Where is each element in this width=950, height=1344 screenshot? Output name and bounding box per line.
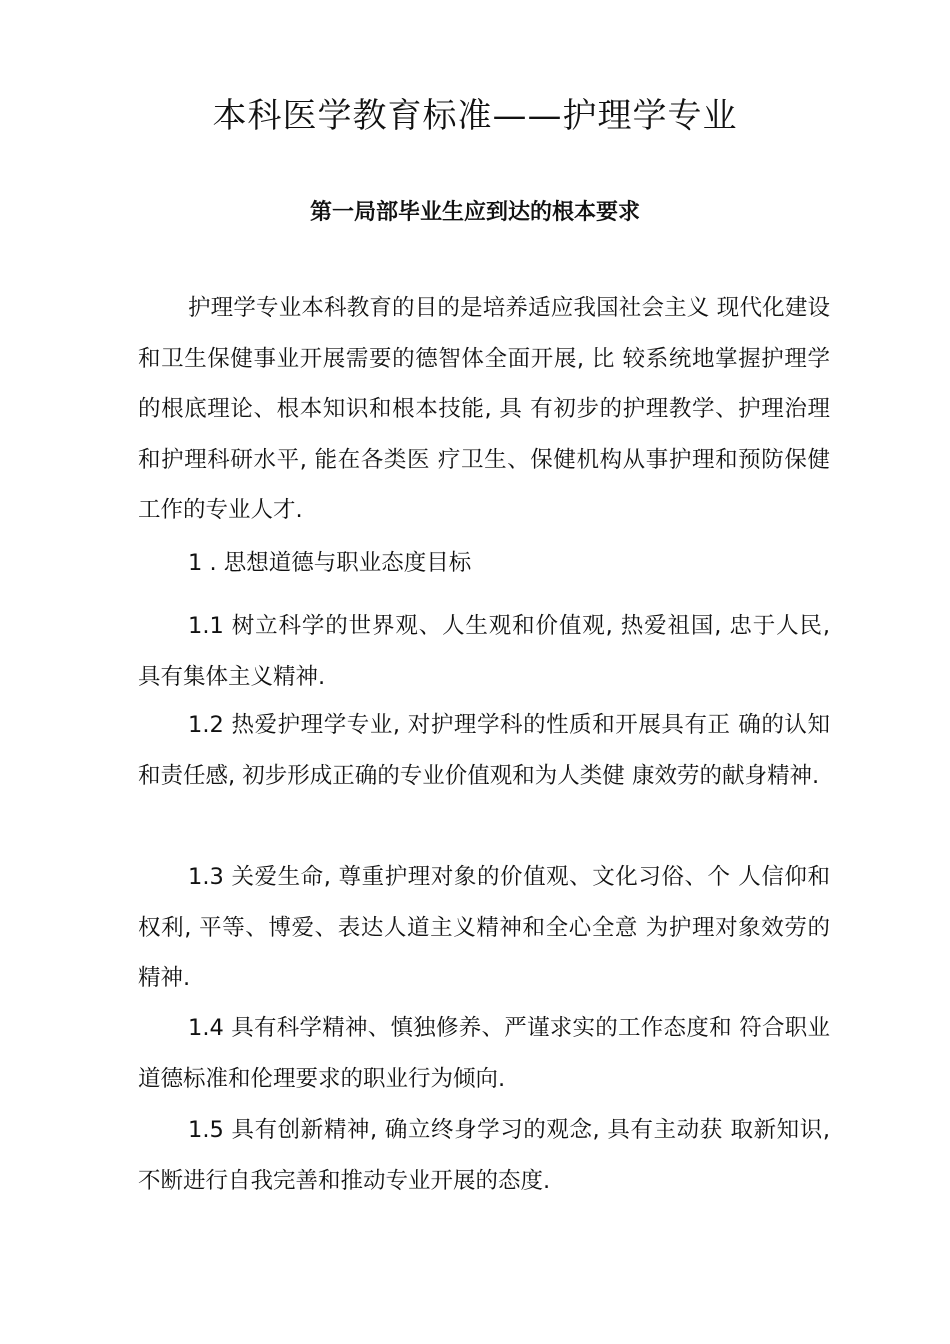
item-1-3: 1.3 关爱生命, 尊重护理对象的价值观、文化习俗、个 人信仰和权利, 平等、博爱、表达人道主义精神和全心全意 为护理对象效劳的精神. bbox=[138, 864, 830, 991]
item-1-5: 1.5 具有创新精神, 确立终身学习的观念, 具有主动获 取新知识, 不断进行自我完善和推动专业开展的态度. bbox=[138, 1117, 830, 1194]
intro-paragraph: 护理学专业本科教育的目的是培养适应我国社会主义 现代化建设和卫生保健事业开展需要的德智体全面开展, 比 较系统地掌握护理学的根底理论、根本知识和根本技能, 具 有初步的护理教学、护理治理和护理科研水平, 能在各类医 疗卫生、保健机构从事护理和预防保健工作的专业人才. bbox=[138, 295, 830, 523]
document-title: 本科医学教育标准——护理学专业 bbox=[212, 96, 738, 136]
section-title: 第一局部毕业生应到达的根本要求 bbox=[309, 200, 640, 225]
item-1-4: 1.4 具有科学精神、慎独修养、严谨求实的工作态度和 符合职业道德标准和伦理要求的职业行为倾向. bbox=[138, 1015, 830, 1092]
section-heading-1: 1 . 思想道德与职业态度目标 bbox=[188, 550, 472, 576]
item-1-1: 1.1 树立科学的世界观、人生观和价值观, 热爱祖国, 忠于人民, 具有集体主义精神. bbox=[138, 613, 830, 690]
item-1-2: 1.2 热爱护理学专业, 对护理学科的性质和开展具有正 确的认知和责任感, 初步形成正确的专业价值观和为人类健 康效劳的献身精神. bbox=[138, 712, 830, 789]
